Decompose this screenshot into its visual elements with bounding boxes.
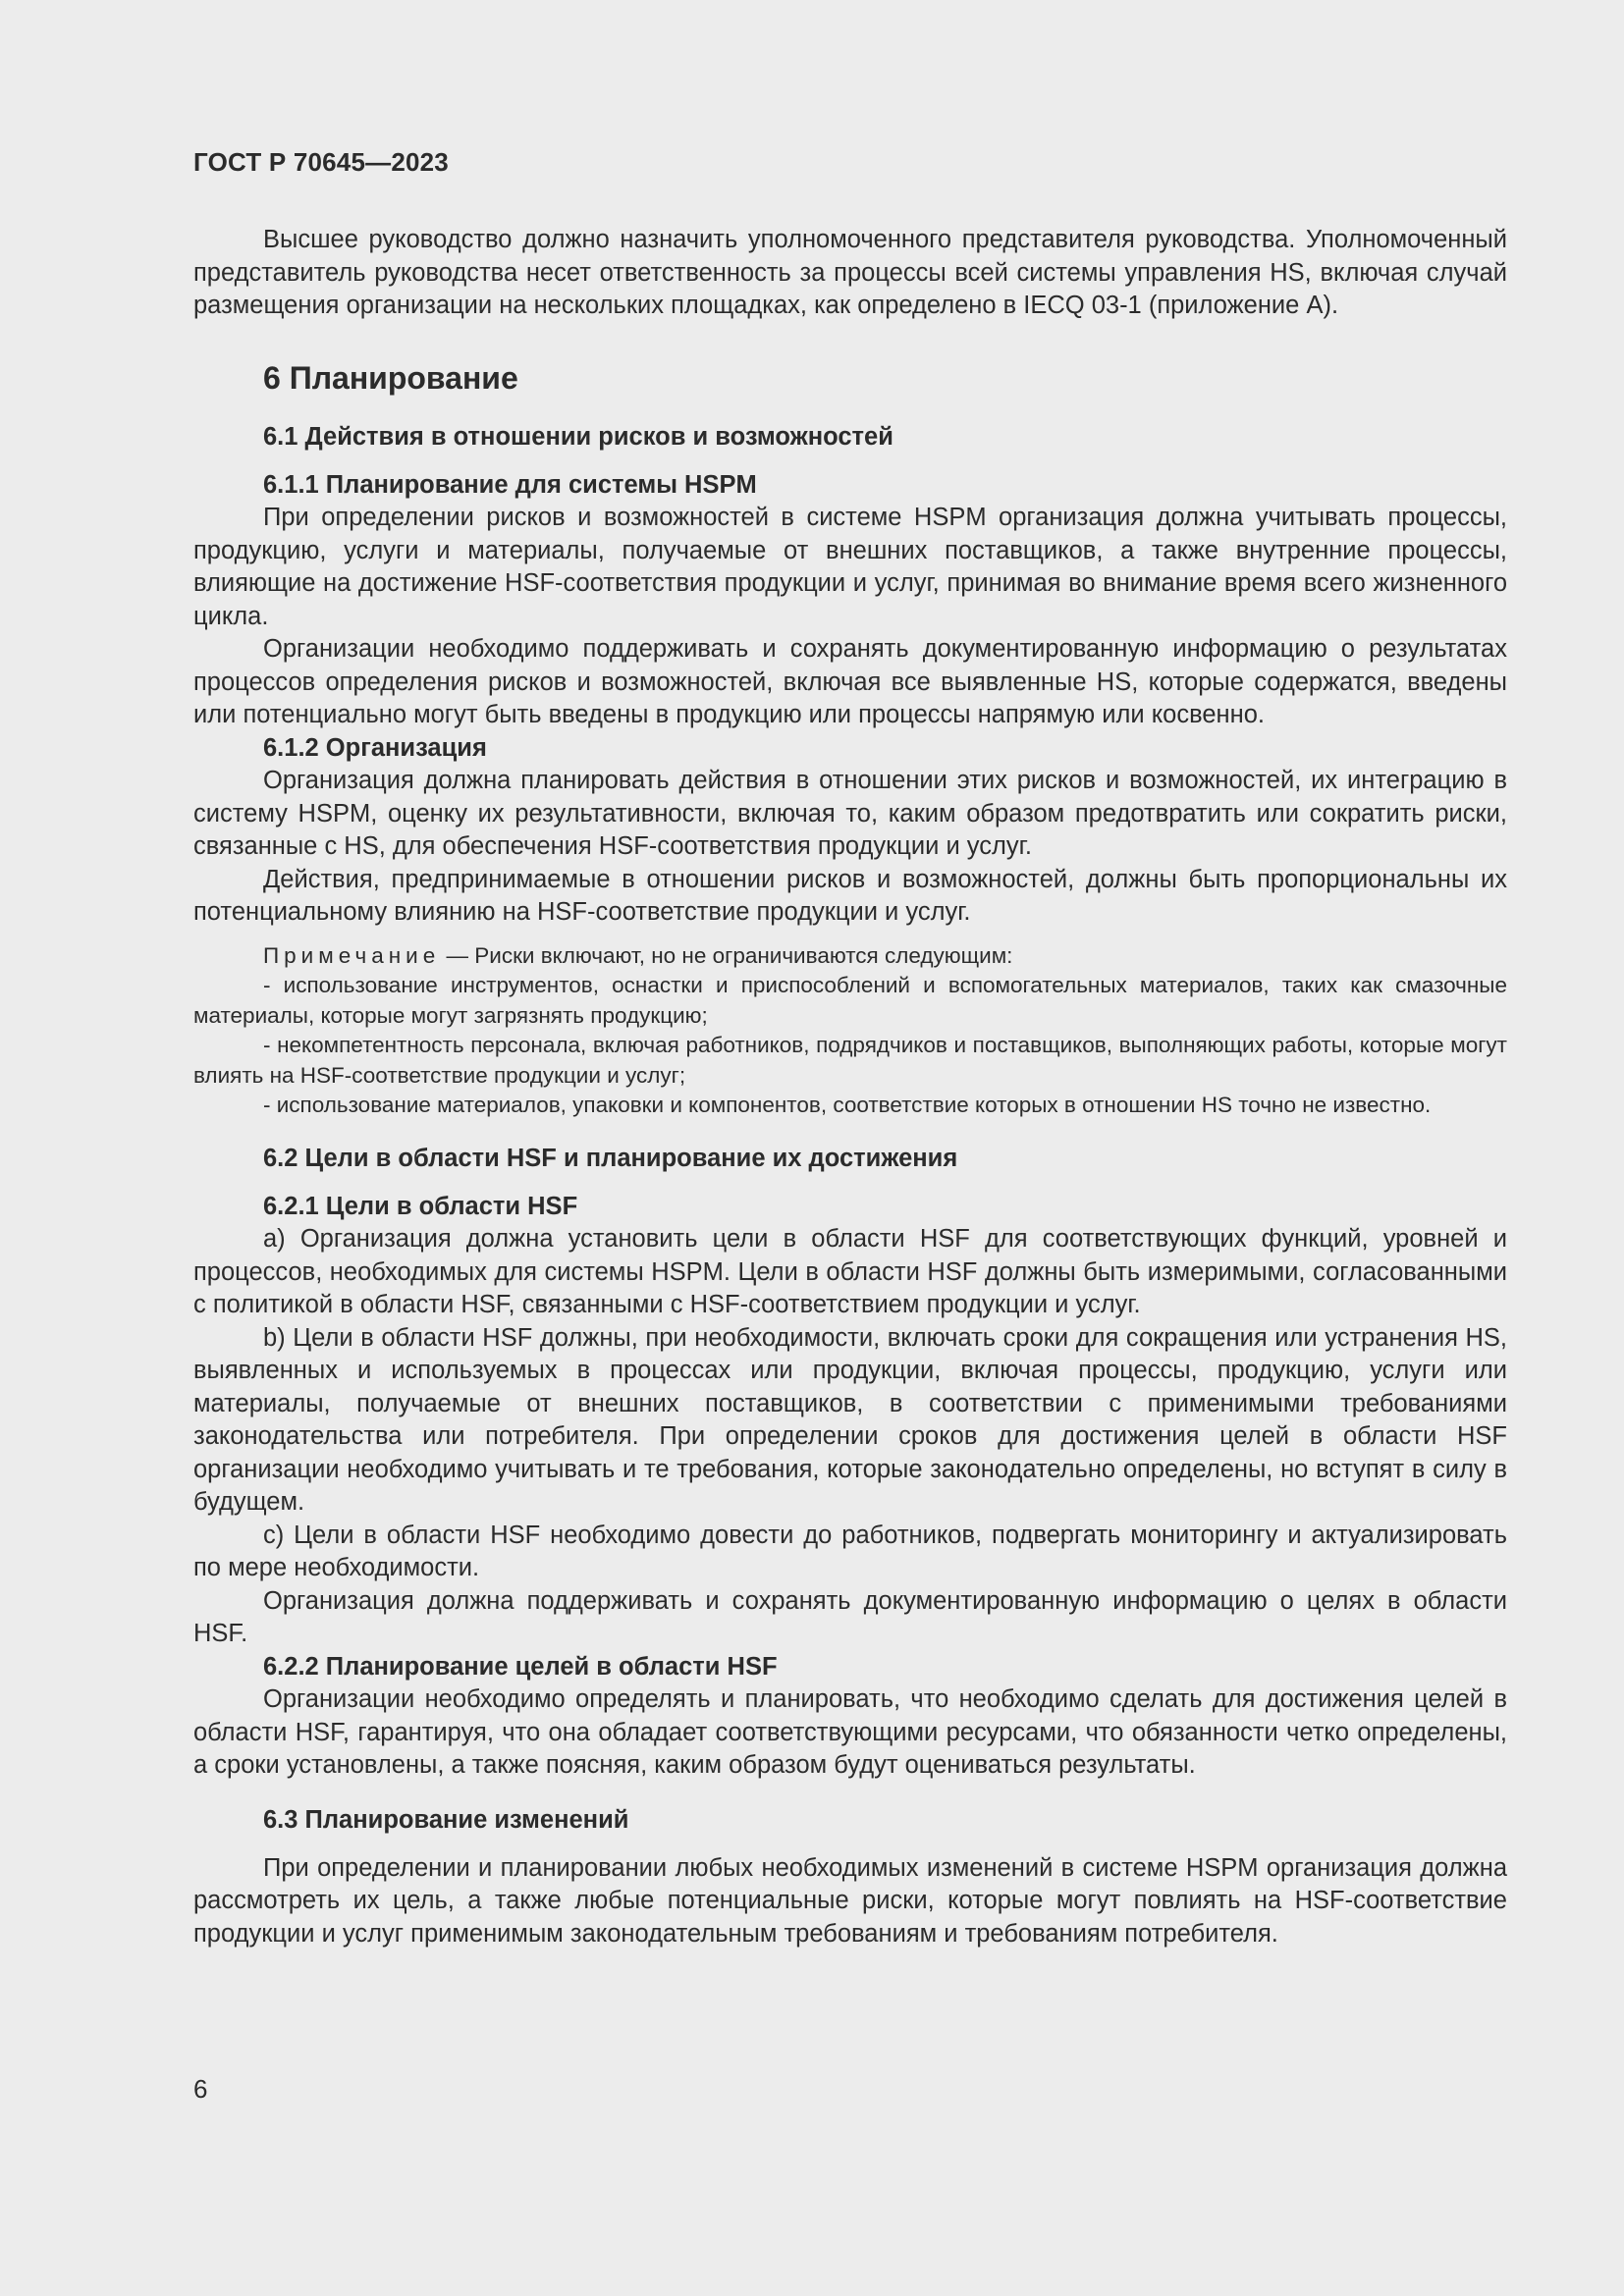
section-6-1-1-paragraph-2: Организации необходимо поддерживать и сохранять документированную информацию о результатах процессов определения рисков и возможностей, включая все выявленные HS, которые содержатся, введены или потенциально могут быть введены в продукцию или процессы напрямую или косвенно. bbox=[193, 635, 1507, 728]
section-6-heading: 6 Планирование bbox=[263, 359, 518, 396]
section-6-1-2-paragraph-2: Действия, предпринимаемые в отношении рисков и возможностей, должны быть пропорциональны их потенциальному влиянию на HSF-соответствие продукции и услуг. bbox=[193, 865, 1507, 926]
section-6-1-1-paragraph-1: При определении рисков и возможностей в системе HSPM организация должна учитывать процессы, продукцию, услуги и материалы, получаемые от внешних поставщиков, а также внутренние процессы, влияющие на достижение HSF-соответствия продукции и услуг, принимая во внимание время всего жизненного цикла. bbox=[193, 504, 1507, 630]
section-6-1-2-paragraph-1: Организация должна планировать действия в отношении этих рисков и возможностей, их интеграцию в систему HSPM, оценку их результативности, включая то, каким образом предотвратить или сократить риски, связанные с HS, для обеспечения HSF-соответствия продукции и услуг. bbox=[193, 767, 1507, 860]
section-6-2-1-paragraph: Организация должна поддерживать и сохранять документированную информацию о целях в области HSF. bbox=[193, 1586, 1507, 1647]
note-block bbox=[193, 941, 1507, 1121]
section-6-2-1-item-c: c) Цели в области HSF необходимо довести до работников, подвергать мониторингу и актуализировать по мере необходимости. bbox=[193, 1521, 1507, 1581]
note-item: - некомпетентность персонала, включая работников, подрядчиков и поставщиков, выполняющих работы, которые могут влиять на HSF-соответствие продукции и услуг; bbox=[193, 1033, 1507, 1088]
intro-paragraph: Высшее руководство должно назначить уполномоченного представителя руководства. Уполномоченный представитель руководства несет ответственность за процессы всей системы управления HS, включая случай размещения организации на нескольких площадках, как определено в IECQ 03-1 (приложение A). bbox=[193, 226, 1507, 319]
note-item: - использование инструментов, оснастки и приспособлений и вспомогательных материалов, таких как смазочные материалы, которые могут загрязнять продукцию; bbox=[193, 973, 1507, 1028]
note-item: - использование материалов, упаковки и компонентов, соответствие которых в отношении HS точно не известно. bbox=[263, 1093, 1432, 1117]
section-6-2-1-item-a: a) Организация должна установить цели в области HSF для соответствующих функций, уровней и процессов, необходимых для системы HSPM. Цели в области HSF должны быть измеримыми, согласованными с политикой в области HSF, связанными с HSF-соответствием продукции и услуг. bbox=[193, 1225, 1507, 1318]
section-6-2-heading: 6.2 Цели в области HSF и планирование их достижения bbox=[263, 1144, 958, 1172]
section-6-1-heading: 6.1 Действия в отношении рисков и возможностей bbox=[263, 422, 893, 451]
section-6-1-1-heading: 6.1.1 Планирование для системы HSPM bbox=[263, 470, 757, 499]
section-6-3-paragraph: При определении и планировании любых необходимых изменений в системе HSPM организация должна рассмотреть их цель, а также любые потенциальные риски, которые могут повлиять на HSF-соответствие продукции и услуг применимым законодательным требованиям и требованиям потребителя. bbox=[193, 1853, 1507, 1948]
note-intro-text: — Риски включают, но не ограничиваются следующим: bbox=[440, 942, 1013, 968]
section-6-3-heading: 6.3 Планирование изменений bbox=[263, 1805, 629, 1834]
standard-header: ГОСТ Р 70645—2023 bbox=[193, 147, 449, 177]
note-label: Примечание bbox=[263, 942, 441, 968]
section-6-2-2-heading: 6.2.2 Планирование целей в области HSF bbox=[263, 1652, 778, 1681]
section-6-1-2-heading: 6.1.2 Организация bbox=[263, 733, 487, 762]
page-number: 6 bbox=[193, 2074, 208, 2104]
section-6-2-1-heading: 6.2.1 Цели в области HSF bbox=[263, 1192, 578, 1220]
note-intro bbox=[193, 941, 1507, 972]
section-6-2-2-paragraph: Организации необходимо определять и планировать, что необходимо сделать для достижения целей в области HSF, гарантируя, что она обладает соответствующими ресурсами, что обязанности четко определены, а сроки установлены, а также поясняя, каким образом будут оцениваться результаты. bbox=[193, 1685, 1507, 1779]
document-body bbox=[193, 224, 1507, 1950]
section-6-2-1-item-b: b) Цели в области HSF должны, при необходимости, включать сроки для сокращения или устранения HS, выявленных и используемых в процессах или продукции, включая процессы, продукцию, услуги или материалы, получаемые от внешних поставщиков, в соответствии с применимыми требованиями законодательства или потребителя. При определении сроков для достижения целей в области HSF организации необходимо учитывать и те требования, которые законодательно определены, но вступят в силу в будущем. bbox=[193, 1323, 1507, 1516]
